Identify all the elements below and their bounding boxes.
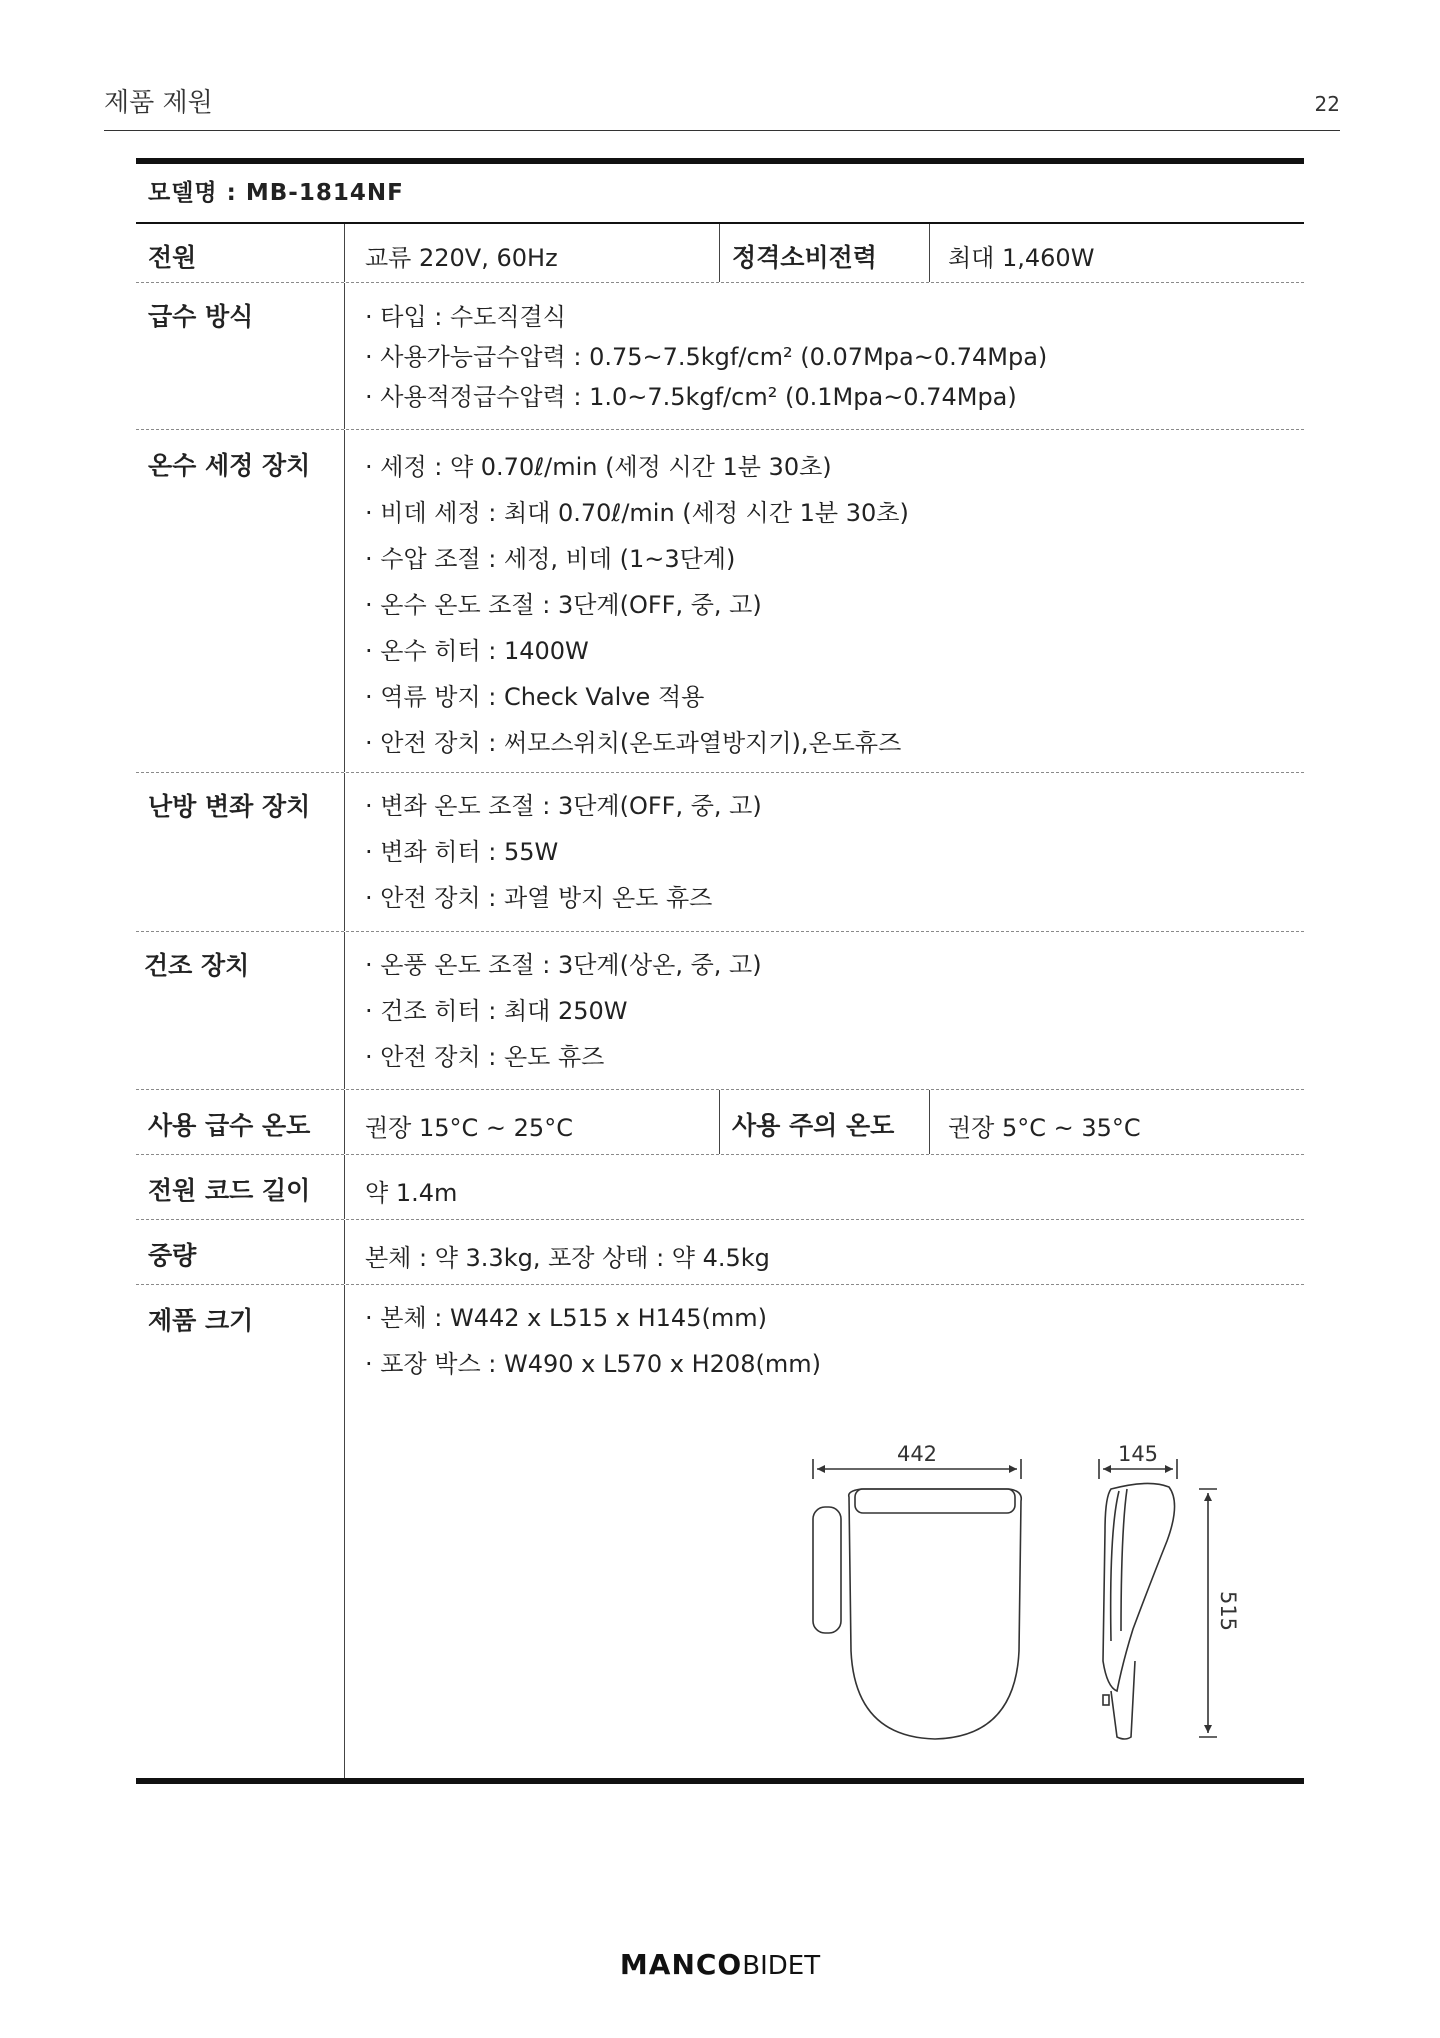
- row-size: [136, 1285, 1304, 1778]
- list-item: · 건조 히터 : 최대 250W: [365, 997, 628, 1025]
- dimension-diagram: [805, 1441, 1265, 1741]
- model-name: 모델명 : MB-1814NF: [136, 164, 1304, 224]
- label-washer: 온수 세정 장치: [136, 430, 345, 772]
- value-supply-temp: 권장 15°C ~ 25°C: [345, 1090, 720, 1154]
- list-item: · 안전 장치 : 온도 휴즈: [365, 1043, 605, 1071]
- page-number: 22: [1314, 92, 1340, 116]
- list-item: · 온풍 온도 조절 : 3단계(상온, 중, 고): [365, 951, 762, 979]
- height-label: 145: [1117, 1442, 1159, 1466]
- seat-outline: [849, 1489, 1022, 1739]
- seat-side-base: [1111, 1661, 1135, 1739]
- seat-side-outline: [1103, 1483, 1175, 1691]
- list-item: · 변좌 히터 : 55W: [365, 838, 559, 866]
- logo-manco: MANCO: [619, 1948, 743, 1981]
- list-item: · 안전 장치 : 써모스위치(온도과열방지기),온도휴즈: [365, 729, 902, 757]
- row-weight: [136, 1220, 1304, 1285]
- label-water-supply: 급수 방식: [136, 283, 345, 429]
- label-power: 전원: [136, 224, 345, 282]
- table-bottom-rule: [136, 1778, 1304, 1784]
- label-dryer: 건조 장치: [136, 932, 345, 1089]
- value-cord: 약 1.4m: [365, 1179, 458, 1207]
- spec-table: [136, 158, 1304, 1784]
- list-item: · 온수 온도 조절 : 3단계(OFF, 중, 고): [365, 591, 762, 619]
- list-item: · 본체 : W442 x L515 x H145(mm): [365, 1304, 767, 1332]
- label-seat-heater: 난방 변좌 장치: [136, 773, 345, 931]
- value-caution-temp: 권장 5°C ~ 35°C: [948, 1114, 1141, 1142]
- list-item: · 타입 : 수도직결식: [365, 303, 566, 331]
- row-temperature: [136, 1090, 1304, 1155]
- label-caution-temp: 사용 주의 온도: [720, 1090, 930, 1154]
- list-item: · 비데 세정 : 최대 0.70ℓ/min (세정 시간 1분 30초): [365, 499, 909, 527]
- width-label: 442: [896, 1442, 938, 1466]
- list-item: · 포장 박스 : W490 x L570 x H208(mm): [365, 1350, 821, 1378]
- value-power: 교류 220V, 60Hz: [345, 224, 720, 282]
- list-item: · 사용적정급수압력 : 1.0~7.5kgf/cm² (0.1Mpa~0.74Mpa): [365, 383, 1017, 411]
- list-item: · 변좌 온도 조절 : 3단계(OFF, 중, 고): [365, 792, 762, 820]
- row-power: [136, 224, 1304, 283]
- row-washer: [136, 430, 1304, 773]
- row-dryer: [136, 932, 1304, 1090]
- label-weight: 중량: [136, 1220, 345, 1284]
- seat-lid-top: [855, 1489, 1015, 1513]
- row-cord: [136, 1155, 1304, 1220]
- label-cord: 전원 코드 길이: [136, 1155, 345, 1219]
- list-item: · 온수 히터 : 1400W: [365, 637, 589, 665]
- label-size: 제품 크기: [136, 1285, 345, 1778]
- list-item: · 세정 : 약 0.70ℓ/min (세정 시간 1분 30초): [365, 453, 832, 481]
- hinge-detail: [1103, 1695, 1109, 1705]
- value-rated-power: 최대 1,460W: [948, 244, 1095, 272]
- brand-logo: [0, 1948, 1440, 1981]
- row-water-supply: [136, 283, 1304, 430]
- seat-side-detail: [1111, 1489, 1127, 1641]
- label-supply-temp: 사용 급수 온도: [136, 1090, 345, 1154]
- logo-bidet: BIDET: [742, 1951, 821, 1981]
- value-weight: 본체 : 약 3.3kg, 포장 상태 : 약 4.5kg: [365, 1244, 770, 1272]
- label-rated-power: 정격소비전력: [720, 224, 930, 282]
- page-header: [104, 82, 1340, 131]
- page-title: 제품 제원: [104, 88, 213, 118]
- control-panel-side: [813, 1507, 841, 1633]
- length-label: 515: [1216, 1590, 1240, 1632]
- list-item: · 수압 조절 : 세정, 비데 (1~3단계): [365, 545, 736, 573]
- list-item: · 사용가능급수압력 : 0.75~7.5kgf/cm² (0.07Mpa~0.74Mpa): [365, 343, 1048, 371]
- list-item: · 안전 장치 : 과열 방지 온도 휴즈: [365, 884, 713, 912]
- row-seat-heater: [136, 773, 1304, 932]
- list-item: · 역류 방지 : Check Valve 적용: [365, 683, 705, 711]
